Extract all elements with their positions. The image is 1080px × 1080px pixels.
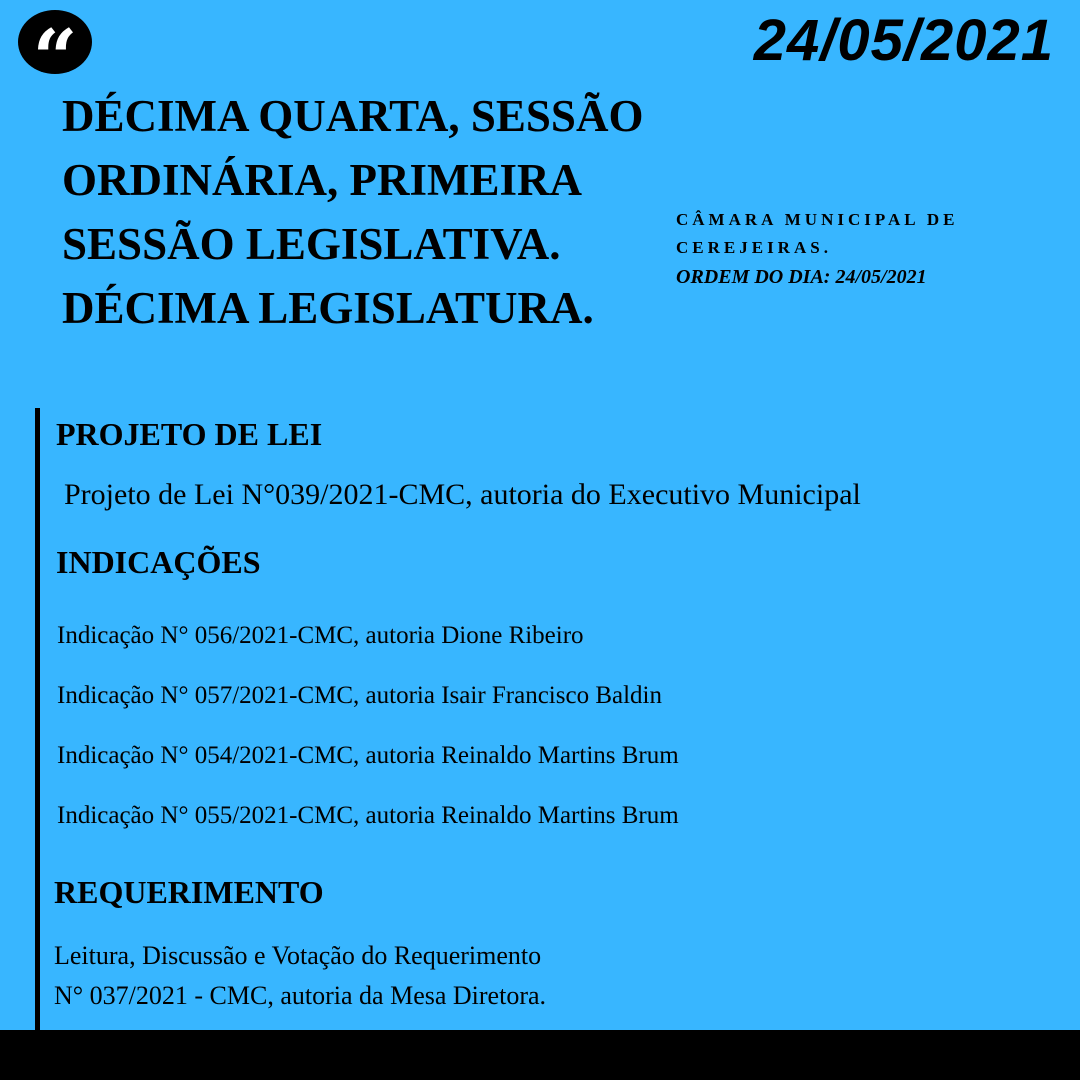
requerimento-text (54, 936, 546, 1016)
quote-marks-icon: “ (32, 13, 72, 104)
page-title (62, 84, 702, 340)
projeto-item: Projeto de Lei N°039/2021-CMC, autoria do Executivo Municipal (64, 478, 861, 511)
indicacoes-list (57, 623, 679, 863)
title-line: ORDINÁRIA, PRIMEIRA (62, 155, 583, 205)
session-date: 24/05/2021 (753, 8, 1054, 73)
chamber-name (676, 206, 1056, 262)
projeto-heading: PROJETO DE LEI (56, 416, 323, 452)
chamber-name-line: CÂMARA MUNICIPAL DE (676, 210, 959, 229)
list-item: Indicação N° 056/2021-CMC, autoria Dione Ribeiro (57, 622, 584, 649)
list-item: Indicação N° 054/2021-CMC, autoria Reinaldo Martins Brum (57, 742, 679, 769)
title-line: DÉCIMA QUARTA, SESSÃO (62, 91, 644, 141)
list-item: Indicação N° 055/2021-CMC, autoria Reinaldo Martins Brum (57, 802, 679, 829)
title-line: DÉCIMA LEGISLATURA. (62, 283, 594, 333)
indicacoes-heading: INDICAÇÕES (56, 544, 261, 580)
chamber-info (676, 206, 1056, 290)
requerimento-heading: REQUERIMENTO (54, 874, 324, 910)
bottom-bar (0, 1030, 1080, 1080)
chamber-name-line: CEREJEIRAS. (676, 238, 832, 257)
title-line: SESSÃO LEGISLATIVA. (62, 219, 561, 269)
requerimento-line: N° 037/2021 - CMC, autoria da Mesa Diretora. (54, 981, 547, 1010)
order-of-day: ORDEM DO DIA: 24/05/2021 (676, 266, 927, 288)
quote-badge (18, 10, 92, 104)
section-divider-line (35, 408, 40, 1033)
requerimento-line: Leitura, Discussão e Votação do Requerimento (54, 941, 542, 970)
list-item: Indicação N° 057/2021-CMC, autoria Isair Francisco Baldin (57, 682, 662, 709)
